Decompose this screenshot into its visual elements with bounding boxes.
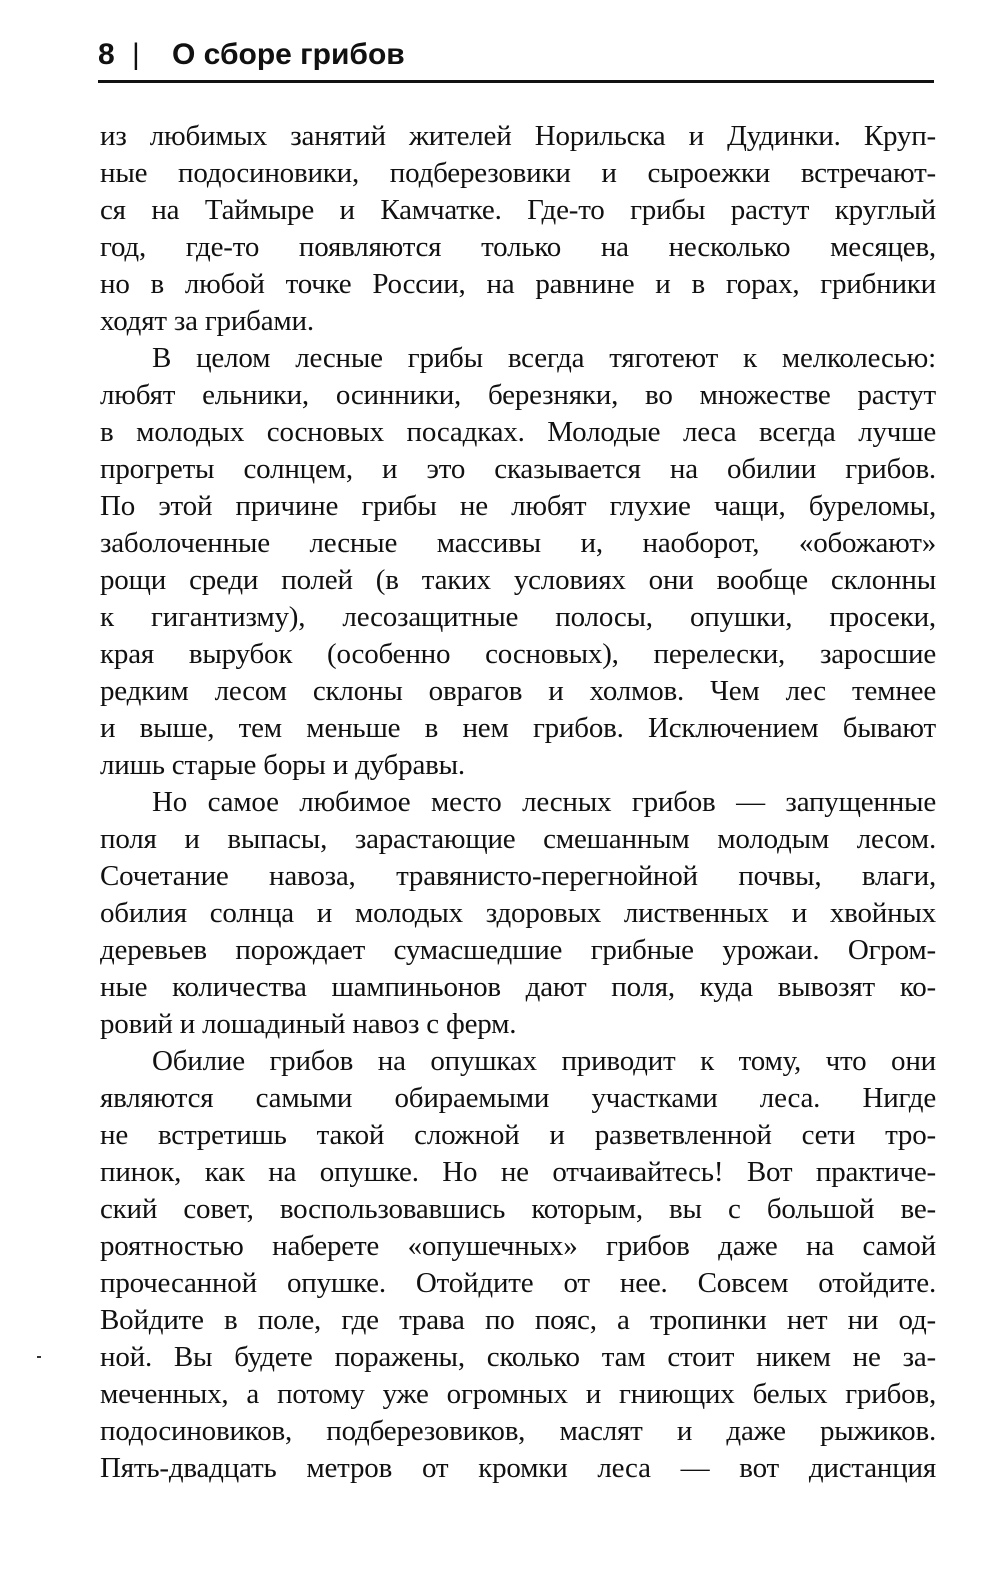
header-separator: | [132, 38, 140, 71]
text-line: края вырубок (особенно сосновых), перелески, заросшие [100, 638, 936, 670]
text-line: ся на Таймыре и Камчатке. Где-то грибы растут круглый [100, 194, 936, 226]
text-line: из любимых занятий жителей Норильска и Дудинки. Круп- [100, 120, 936, 152]
text-line: прогреты солнцем, и это сказывается на обилии грибов. [100, 453, 936, 485]
text-line: Но самое любимое место лесных грибов — запущенные [152, 786, 936, 818]
scan-speck [37, 1356, 41, 1358]
text-line: ной. Вы будете поражены, сколько там стоит никем не за- [100, 1341, 936, 1373]
text-line: подосиновиков, подберезовиков, маслят и даже рыжиков. [100, 1415, 936, 1447]
text-line: заболоченные лесные массивы и, наоборот, «обожают» [100, 527, 936, 559]
page-number: 8 [98, 38, 115, 71]
text-line: любят ельники, осинники, березняки, во множестве растут [100, 379, 936, 411]
text-line: ский совет, воспользовавшись которым, вы с большой ве- [100, 1193, 936, 1225]
text-line: Войдите в поле, где трава по пояс, а тропинки нет ни од- [100, 1304, 936, 1336]
text-line: но в любой точке России, на равнине и в горах, грибники [100, 268, 936, 300]
body-text [100, 118, 936, 1487]
text-line: роятностью наберете «опушечных» грибов даже на самой [100, 1230, 936, 1262]
text-line: Обилие грибов на опушках приводит к тому, что они [152, 1045, 936, 1077]
text-line: ные подосиновики, подберезовики и сыроежки встречают- [100, 157, 936, 189]
text-line: В целом лесные грибы всегда тяготеют к мелколесью: [152, 342, 936, 374]
text-line: поля и выпасы, зарастающие смешанным молодым лесом. [100, 823, 936, 855]
text-line: пинок, как на опушке. Но не отчаивайтесь! Вот практиче- [100, 1156, 936, 1188]
text-line: к гигантизму), лесозащитные полосы, опушки, просеки, [100, 601, 936, 633]
text-line: меченных, а потому уже огромных и гниющих белых грибов, [100, 1378, 936, 1410]
text-line: Пять-двадцать метров от кромки леса — вот дистанция [100, 1452, 936, 1484]
text-line: рощи среди полей (в таких условиях они вообще склонны [100, 564, 936, 596]
text-line: ровий и лошадиный навоз с ферм. [100, 1008, 517, 1040]
text-line: год, где-то появляются только на несколько месяцев, [100, 231, 936, 263]
text-line: и выше, тем меньше в нем грибов. Исключением бывают [100, 712, 936, 744]
text-line: не встретишь такой сложной и разветвленной сети тро- [100, 1119, 936, 1151]
text-line: прочесанной опушке. Отойдите от нее. Совсем отойдите. [100, 1267, 936, 1299]
text-line: редким лесом склоны оврагов и холмов. Чем лес темнее [100, 675, 936, 707]
text-line: лишь старые боры и дубравы. [100, 749, 465, 781]
text-line: ходят за грибами. [100, 305, 314, 337]
text-line: в молодых сосновых посадках. Молодые леса всегда лучше [100, 416, 936, 448]
text-line: ные количества шампиньонов дают поля, куда вывозят ко- [100, 971, 936, 1003]
text-line: деревьев порождает сумасшедшие грибные урожаи. Огром- [100, 934, 936, 966]
running-header [98, 30, 934, 83]
text-line: По этой причине грибы не любят глухие чащи, буреломы, [100, 490, 936, 522]
text-line: обилия солнца и молодых здоровых лиственных и хвойных [100, 897, 936, 929]
text-line: являются самыми обираемыми участками леса. Нигде [100, 1082, 936, 1114]
text-line: Сочетание навоза, травянисто-перегнойной почвы, влаги, [100, 860, 936, 892]
chapter-title: О сборе грибов [172, 38, 405, 71]
